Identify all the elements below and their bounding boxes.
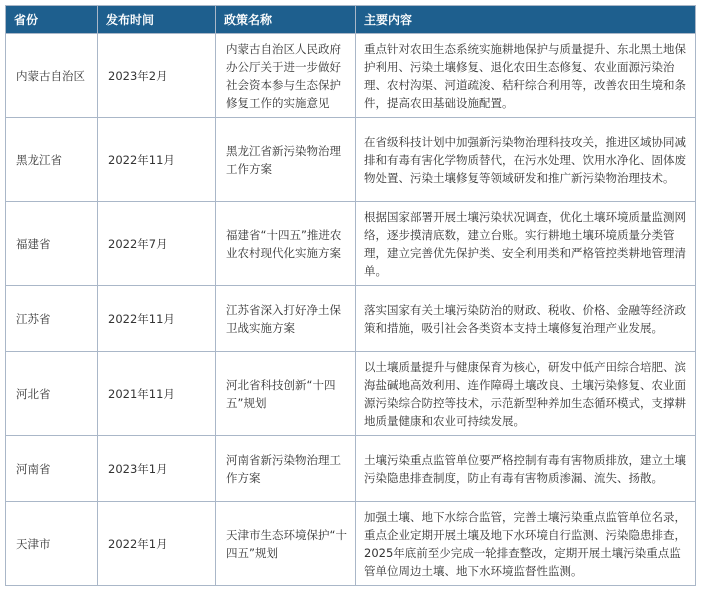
- cell-content: 在省级科技计划中加强新污染物治理科技攻关，推进区域协同减排和有毒有害化学物质替代，在污水处理、饮用水净化、固体废物处置、污染土壤修复等领域研发和推广新污染物治理技术。: [356, 118, 696, 202]
- cell-date: 2021年11月: [98, 352, 216, 436]
- cell-policy: 河北省科技创新“十四五”规划: [216, 352, 356, 436]
- cell-policy: 天津市生态环境保护“十四五”规划: [216, 502, 356, 586]
- table-row: [6, 502, 696, 586]
- table-row: [6, 118, 696, 202]
- cell-date: 2022年1月: [98, 502, 216, 586]
- cell-policy: 江苏省深入打好净土保卫战实施方案: [216, 286, 356, 352]
- table-row: [6, 352, 696, 436]
- cell-policy: 河南省新污染物治理工作方案: [216, 436, 356, 502]
- header-policy: 政策名称: [216, 6, 356, 34]
- cell-province: 江苏省: [6, 286, 98, 352]
- cell-province: 黑龙江省: [6, 118, 98, 202]
- cell-policy: 福建省“十四五”推进农业农村现代化实施方案: [216, 202, 356, 286]
- cell-content: 根据国家部署开展土壤污染状况调查，优化土壤环境质量监测网络，逐步摸清底数，建立台账。实行耕地土壤环境质量分类管理，建立完善优先保护类、安全利用类和严格管控类耕地管理清单。: [356, 202, 696, 286]
- header-content: 主要内容: [356, 6, 696, 34]
- cell-content: 以土壤质量提升与健康保育为核心，研发中低产田综合培肥、滨海盐碱地高效利用、连作障碍土壤改良、土壤污染修复、农业面源污染综合防控等技术，示范新型种养加生态循环模式，支撑耕地质量健康和农业可持续发展。: [356, 352, 696, 436]
- table-row: [6, 34, 696, 118]
- cell-date: 2022年11月: [98, 286, 216, 352]
- cell-date: 2023年2月: [98, 34, 216, 118]
- cell-province: 福建省: [6, 202, 98, 286]
- cell-province: 河北省: [6, 352, 98, 436]
- policy-table-container: [5, 5, 695, 586]
- cell-policy: 内蒙古自治区人民政府办公厅关于进一步做好社会资本参与生态保护修复工作的实施意见: [216, 34, 356, 118]
- table-row: [6, 286, 696, 352]
- cell-date: 2022年11月: [98, 118, 216, 202]
- cell-province: 内蒙古自治区: [6, 34, 98, 118]
- cell-content: 落实国家有关土壤污染防治的财政、税收、价格、金融等经济政策和措施，吸引社会各类资本支持土壤修复治理产业发展。: [356, 286, 696, 352]
- header-province: 省份: [6, 6, 98, 34]
- header-date: 发布时间: [98, 6, 216, 34]
- policy-table: [5, 5, 696, 586]
- table-row: [6, 202, 696, 286]
- cell-content: 土壤污染重点监管单位要严格控制有毒有害物质排放，建立土壤污染隐患排查制度，防止有毒有害物质渗漏、流失、扬散。: [356, 436, 696, 502]
- cell-province: 天津市: [6, 502, 98, 586]
- cell-policy: 黑龙江省新污染物治理工作方案: [216, 118, 356, 202]
- cell-content: 加强土壤、地下水综合监管，完善土壤污染重点监管单位名录，重点企业定期开展土壤及地下水环境自行监测、污染隐患排查，2025年底前至少完成一轮排查整改，定期开展土壤污染重点监管单位周边土壤、地下水环境监督性监测。: [356, 502, 696, 586]
- cell-date: 2022年7月: [98, 202, 216, 286]
- table-header-row: [6, 6, 696, 34]
- cell-province: 河南省: [6, 436, 98, 502]
- cell-date: 2023年1月: [98, 436, 216, 502]
- table-row: [6, 436, 696, 502]
- cell-content: 重点针对农田生态系统实施耕地保护与质量提升、东北黑土地保护利用、污染土壤修复、退化农田生态修复、农业面源污染治理、农村沟渠、河道疏浚、秸秆综合利用等，改善农田生境和条件，提高农田基础设施配置。: [356, 34, 696, 118]
